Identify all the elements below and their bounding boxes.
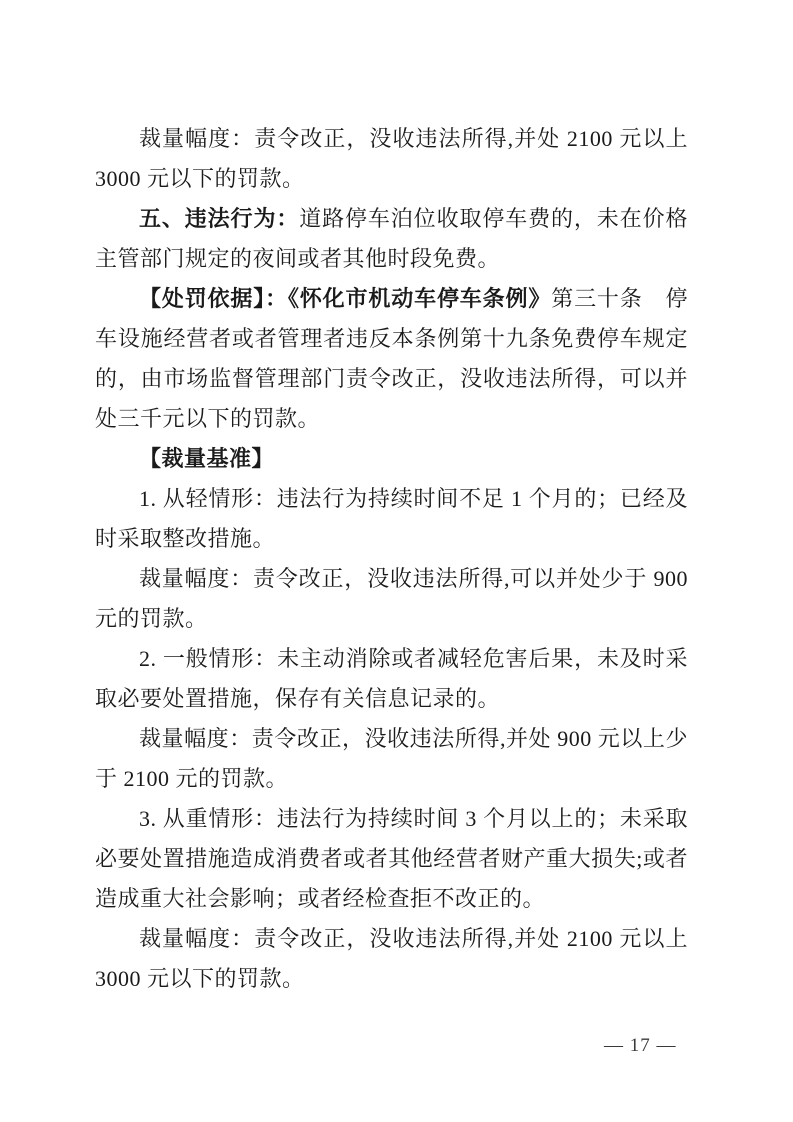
body-text-run: 3. 从重情形：违法行为持续时间 3 个月以上的；未采取必要处置措施造成消费者或者其他经营者财产重大损失;或者造成重大社会影响；或者经检查拒不改正的。 [95, 806, 688, 911]
para-general-case [95, 639, 688, 719]
violation-label: 五、违法行为： [139, 206, 300, 231]
violation-text: 道路停车泊位收取停车费的，未在价格主管部门规定的夜间或者其他时段免费。 [95, 206, 688, 271]
para-violation-5 [95, 199, 688, 279]
para-severe-penalty [95, 919, 688, 999]
penalty-basis-label: 【处罚依据】：《怀化市机动车停车条例》 [139, 286, 552, 311]
page-footer [604, 1032, 677, 1060]
benchmark-label: 【裁量基准】 [139, 446, 275, 471]
document-body [95, 119, 688, 999]
para-lenient-penalty [95, 559, 688, 639]
body-text-run: 裁量幅度：责令改正，没收违法所得,并处 900 元以上少于 2100 元的罚款。 [95, 726, 688, 791]
body-text-run: 裁量幅度：责令改正，没收违法所得,可以并处少于 900 元的罚款。 [95, 566, 688, 631]
page-number: — 17 — [604, 1035, 677, 1056]
para-penalty-range-top [95, 119, 688, 199]
para-benchmark-heading [95, 439, 688, 479]
body-text-run: 2. 一般情形：未主动消除或者减轻危害后果，未及时采取必要处置措施，保存有关信息记录的。 [95, 646, 688, 711]
para-lenient-case [95, 479, 688, 559]
body-text-run: 1. 从轻情形：违法行为持续时间不足 1 个月的；已经及时采取整改措施。 [95, 486, 688, 551]
para-penalty-basis [95, 279, 688, 439]
penalty-basis-text: 第三十条 停车设施经营者或者管理者违反本条例第十九条免费停车规定的，由市场监督管理部门责令改正，没收违法所得，可以并处三千元以下的罚款。 [95, 286, 688, 431]
body-text-run: 裁量幅度：责令改正，没收违法所得,并处 2100 元以上 3000 元以下的罚款。 [95, 126, 688, 191]
para-severe-case [95, 799, 688, 919]
para-general-penalty [95, 719, 688, 799]
body-text-run: 裁量幅度：责令改正，没收违法所得,并处 2100 元以上 3000 元以下的罚款。 [95, 926, 688, 991]
